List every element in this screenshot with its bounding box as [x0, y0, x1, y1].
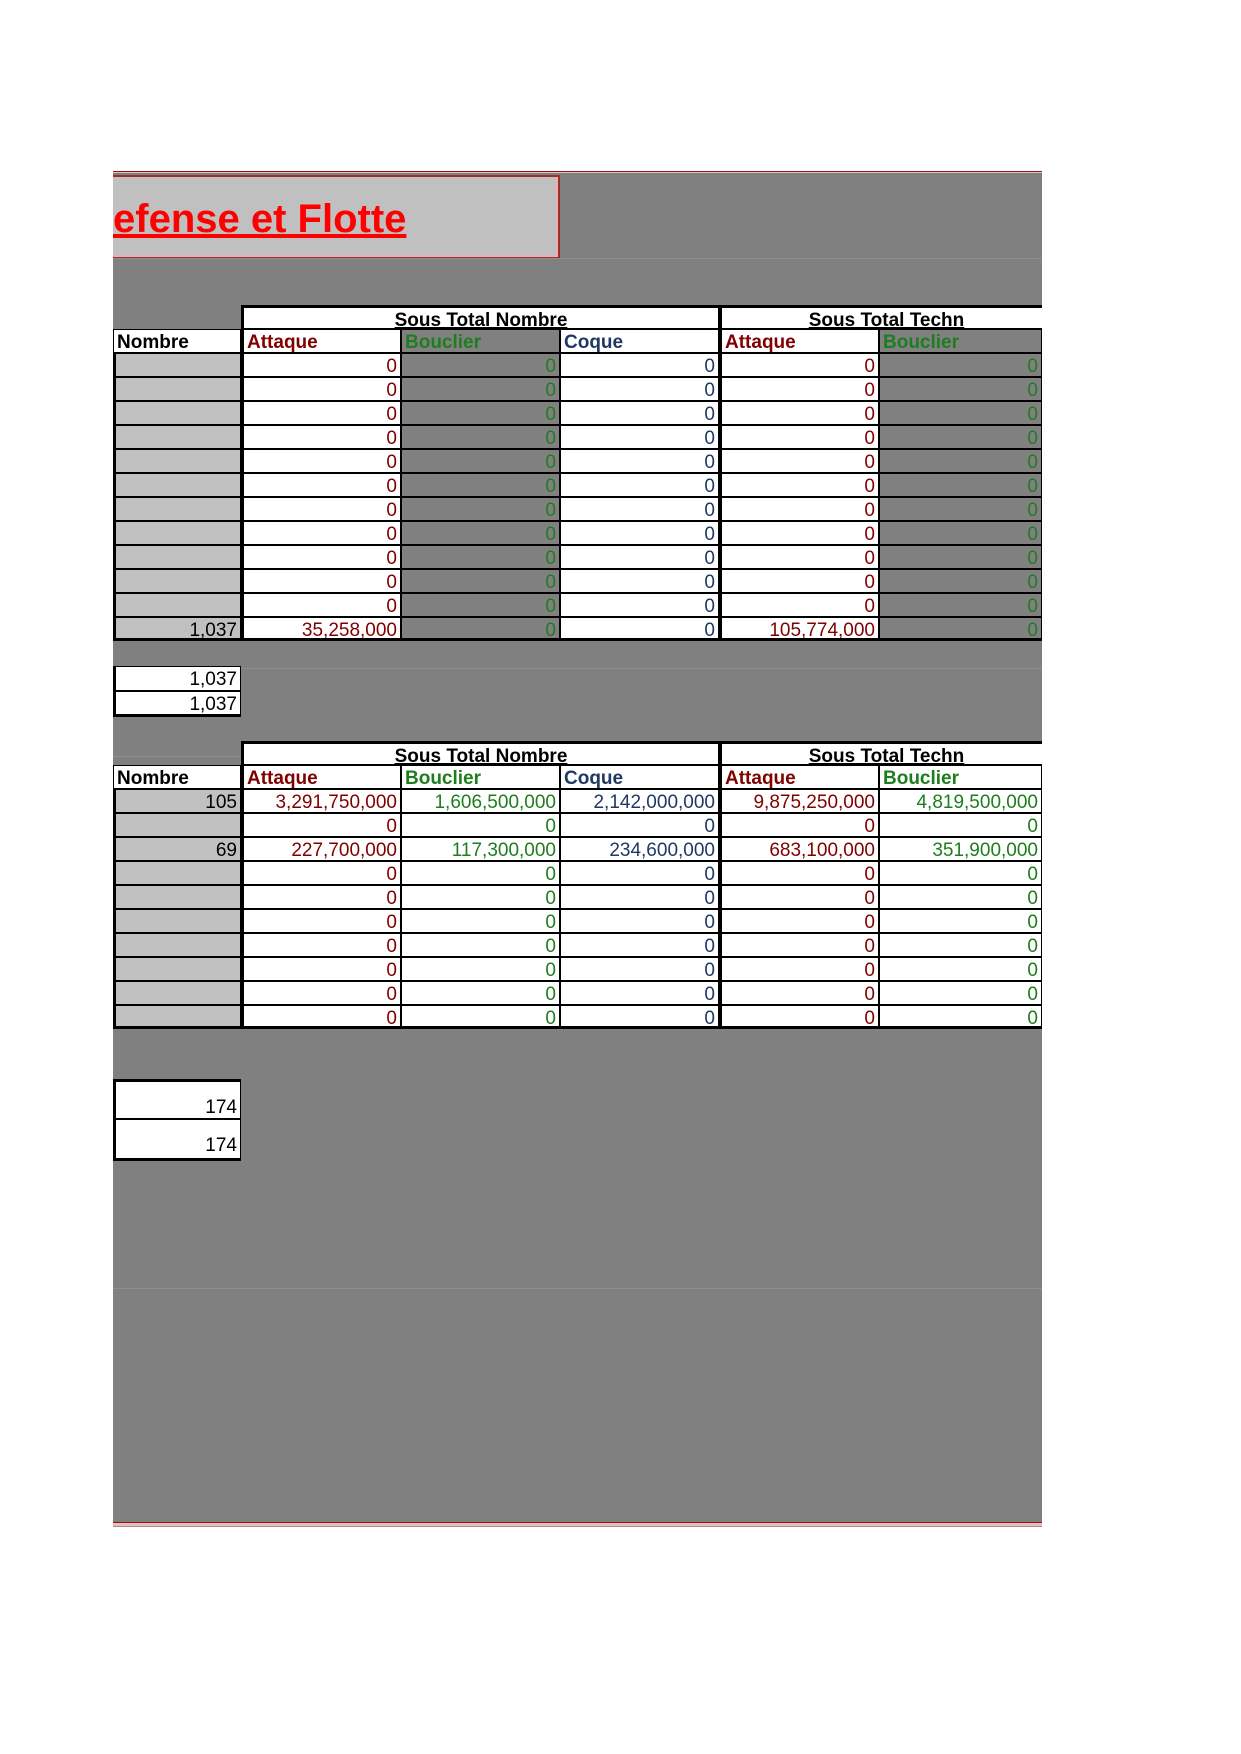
table-cell: 0 — [401, 813, 560, 837]
table-cell — [113, 449, 241, 473]
table-cell — [113, 353, 241, 377]
table-cell: 0 — [719, 885, 879, 909]
table-cell: 0 — [879, 353, 1042, 377]
table-cell: 0 — [560, 981, 719, 1005]
table-cell — [113, 909, 241, 933]
table-cell: 0 — [401, 909, 560, 933]
table-cell — [113, 401, 241, 425]
table-cell: 0 — [401, 981, 560, 1005]
table-cell: 0 — [719, 909, 879, 933]
table-cell — [113, 981, 241, 1005]
table-cell: 0 — [241, 377, 401, 401]
table-cell — [113, 569, 241, 593]
table-cell: 351,900,000 — [879, 837, 1042, 861]
table-cell: 0 — [560, 497, 719, 521]
table-cell: 0 — [401, 861, 560, 885]
table-cell: 683,100,000 — [719, 837, 879, 861]
table-cell: 0 — [879, 569, 1042, 593]
table-cell: 0 — [560, 473, 719, 497]
column-header-nombre: Nombre — [113, 765, 241, 789]
table-cell: 0 — [401, 401, 560, 425]
table-cell: 0 — [879, 473, 1042, 497]
total-cell: 1,037 — [113, 617, 241, 641]
table-cell: 0 — [719, 377, 879, 401]
table-cell: 0 — [879, 425, 1042, 449]
table-cell: 0 — [719, 569, 879, 593]
total-cell: 105,774,000 — [719, 617, 879, 641]
spreadsheet-area — [113, 173, 1042, 1524]
table-cell: 0 — [719, 957, 879, 981]
table-cell: 0 — [879, 909, 1042, 933]
table-cell: 0 — [719, 497, 879, 521]
table-cell: 0 — [560, 521, 719, 545]
table-cell: 0 — [879, 593, 1042, 617]
table-cell: 0 — [401, 885, 560, 909]
total-cell: 0 — [401, 617, 560, 641]
table-cell: 0 — [560, 933, 719, 957]
summary-cell: 174 — [113, 1079, 241, 1119]
group-header-techn: Sous Total Techn — [719, 741, 1042, 765]
table-cell: 0 — [879, 377, 1042, 401]
table-cell: 0 — [401, 473, 560, 497]
table-cell: 0 — [560, 569, 719, 593]
table-cell: 0 — [241, 497, 401, 521]
table-cell: 0 — [241, 861, 401, 885]
table-cell: 0 — [719, 1005, 879, 1029]
table-cell: 0 — [401, 569, 560, 593]
table-cell — [113, 885, 241, 909]
table-cell: 0 — [401, 353, 560, 377]
table-cell: 0 — [719, 593, 879, 617]
table-cell: 0 — [241, 933, 401, 957]
table-cell: 0 — [879, 861, 1042, 885]
table-cell: 3,291,750,000 — [241, 789, 401, 813]
table-cell: 0 — [560, 885, 719, 909]
table-cell: 0 — [719, 861, 879, 885]
table-cell — [113, 593, 241, 617]
table-cell: 1,606,500,000 — [401, 789, 560, 813]
title-box — [113, 175, 560, 259]
table-cell: 0 — [719, 425, 879, 449]
column-header-bouclier: Bouclier — [401, 765, 560, 789]
table-cell — [113, 377, 241, 401]
table-cell — [113, 957, 241, 981]
table-cell: 0 — [879, 981, 1042, 1005]
table-cell: 0 — [560, 593, 719, 617]
table-cell: 0 — [560, 909, 719, 933]
table-cell: 69 — [113, 837, 241, 861]
table-cell — [113, 1005, 241, 1029]
table-cell: 0 — [879, 401, 1042, 425]
group-header-nombre: Sous Total Nombre — [241, 741, 719, 765]
column-header-bouclier: Bouclier — [879, 765, 1042, 789]
table-cell: 0 — [241, 545, 401, 569]
table-cell — [113, 861, 241, 885]
table-cell: 0 — [401, 957, 560, 981]
table-cell: 4,819,500,000 — [879, 789, 1042, 813]
table-cell: 0 — [241, 981, 401, 1005]
table-cell: 0 — [401, 545, 560, 569]
summary-cell: 1,037 — [113, 666, 241, 691]
table-cell: 0 — [241, 957, 401, 981]
table-cell: 0 — [241, 473, 401, 497]
table-cell: 9,875,250,000 — [719, 789, 879, 813]
column-header-nombre: Nombre — [113, 329, 241, 353]
table-cell: 105 — [113, 789, 241, 813]
table-cell: 0 — [241, 569, 401, 593]
table-cell: 0 — [401, 933, 560, 957]
table-cell: 0 — [719, 473, 879, 497]
total-cell: 0 — [560, 617, 719, 641]
table-cell: 0 — [560, 353, 719, 377]
table-cell — [113, 497, 241, 521]
table-cell: 0 — [241, 813, 401, 837]
table-cell: 117,300,000 — [401, 837, 560, 861]
table-cell: 0 — [560, 545, 719, 569]
table-cell: 0 — [560, 425, 719, 449]
page-title: efense et Flotte — [113, 197, 407, 241]
table-cell: 0 — [719, 933, 879, 957]
total-cell: 35,258,000 — [241, 617, 401, 641]
table-cell: 0 — [719, 545, 879, 569]
group-header-nombre: Sous Total Nombre — [241, 305, 719, 329]
group-header-techn: Sous Total Techn — [719, 305, 1042, 329]
table-cell: 0 — [719, 449, 879, 473]
column-header-bouclier: Bouclier — [401, 329, 560, 353]
table-cell: 0 — [401, 425, 560, 449]
sheet-bottom-border — [113, 1522, 1042, 1527]
table-cell: 234,600,000 — [560, 837, 719, 861]
table-cell: 0 — [560, 377, 719, 401]
table-cell: 0 — [879, 813, 1042, 837]
table-cell — [113, 933, 241, 957]
table-cell: 0 — [879, 449, 1042, 473]
table-cell: 0 — [241, 521, 401, 545]
table-cell: 0 — [401, 593, 560, 617]
table-cell: 0 — [401, 377, 560, 401]
table-cell: 0 — [879, 1005, 1042, 1029]
table-cell — [113, 425, 241, 449]
table-cell: 227,700,000 — [241, 837, 401, 861]
table-cell: 0 — [719, 353, 879, 377]
table-cell — [113, 813, 241, 837]
table-cell: 0 — [241, 885, 401, 909]
table-cell: 0 — [241, 449, 401, 473]
table-cell: 0 — [241, 593, 401, 617]
table-cell: 0 — [241, 401, 401, 425]
table-cell: 0 — [560, 449, 719, 473]
table-cell — [113, 473, 241, 497]
table-cell — [113, 521, 241, 545]
column-header-attaque: Attaque — [719, 329, 879, 353]
column-header-coque: Coque — [560, 329, 719, 353]
table-cell: 0 — [879, 545, 1042, 569]
table-cell: 0 — [719, 981, 879, 1005]
table-cell: 0 — [719, 521, 879, 545]
table-cell: 0 — [879, 885, 1042, 909]
column-header-bouclier: Bouclier — [879, 329, 1042, 353]
table-cell — [113, 545, 241, 569]
table-cell: 0 — [879, 957, 1042, 981]
table-cell: 0 — [401, 1005, 560, 1029]
table-cell: 0 — [560, 401, 719, 425]
table-cell: 0 — [879, 497, 1042, 521]
table-cell: 0 — [241, 1005, 401, 1029]
table-cell: 0 — [401, 521, 560, 545]
table-cell: 0 — [241, 353, 401, 377]
summary-cell: 1,037 — [113, 691, 241, 717]
table-cell: 2,142,000,000 — [560, 789, 719, 813]
column-header-attaque: Attaque — [241, 765, 401, 789]
table-cell: 0 — [560, 957, 719, 981]
table-cell: 0 — [241, 425, 401, 449]
table-cell: 0 — [401, 449, 560, 473]
table-cell: 0 — [879, 521, 1042, 545]
table-cell: 0 — [560, 813, 719, 837]
table-cell: 0 — [879, 933, 1042, 957]
summary-cell: 174 — [113, 1119, 241, 1161]
total-cell: 0 — [879, 617, 1042, 641]
table-cell: 0 — [401, 497, 560, 521]
table-cell: 0 — [719, 813, 879, 837]
column-header-attaque: Attaque — [719, 765, 879, 789]
table-cell: 0 — [560, 861, 719, 885]
column-header-coque: Coque — [560, 765, 719, 789]
table-cell: 0 — [719, 401, 879, 425]
table-cell: 0 — [241, 909, 401, 933]
column-header-attaque: Attaque — [241, 329, 401, 353]
table-cell: 0 — [560, 1005, 719, 1029]
